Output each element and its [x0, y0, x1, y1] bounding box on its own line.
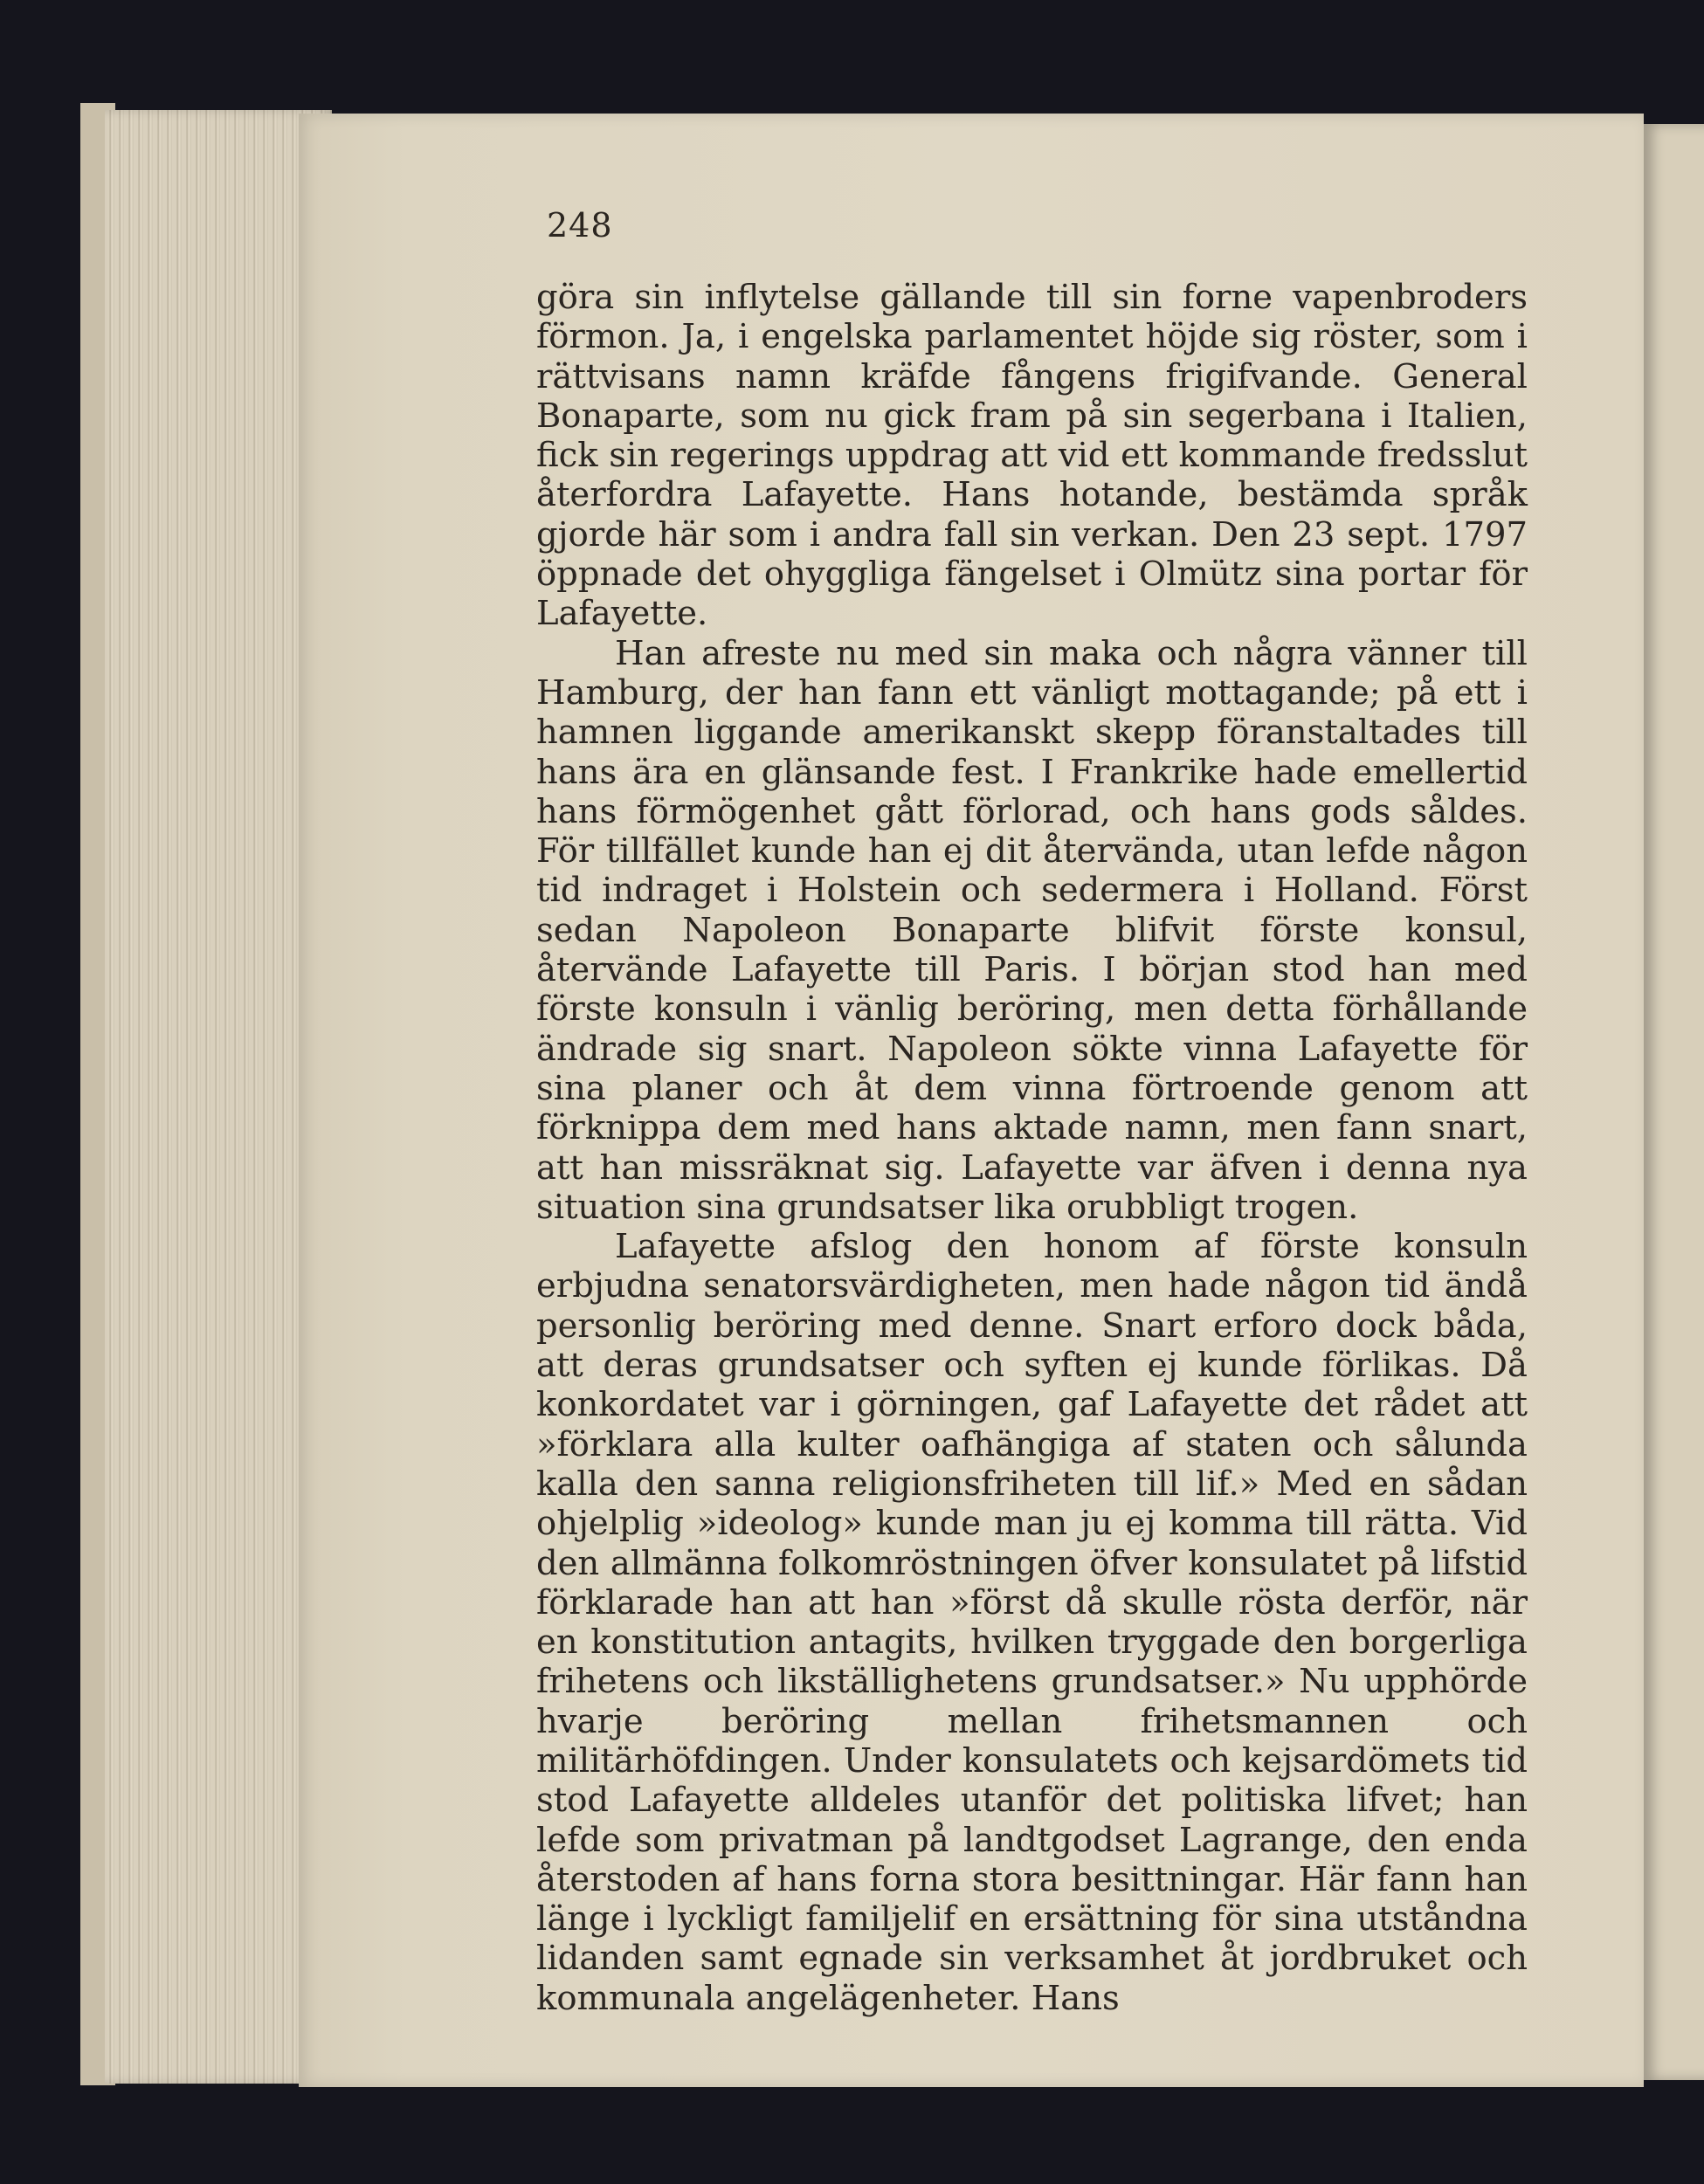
paragraph-1: göra sin inflytelse gällande till sin forne vapenbroders förmon. Ja, i engelska parlamentet höjde sig röster, som i rättvisans namn kräfde fångens frigifvande. General Bonaparte, som nu gick fram på sin segerbana i Italien, fick sin regerings uppdrag att vid ett kommande fredsslut återfordra Lafayette. Hans hotande, bestämda språk gjorde här som i andra fall sin verkan. Den 23 sept. 1797 öppnade det ohyggliga fängelset i Olmütz sina portar för Lafayette.: [536, 278, 1528, 634]
page-stack-edges: [105, 110, 332, 2084]
page-text: [536, 278, 1528, 2018]
page-number: 248: [547, 206, 613, 245]
paragraph-3: Lafayette afslog den honom af förste konsuln erbjudna senatorsvärdigheten, men hade någon tid ändå personlig beröring med denne. Snart erforo dock båda, att deras grundsatser och syften ej kunde förlikas. Då konkordatet var i görningen, gaf Lafayette det rådet att »förklara alla kulter oafhängiga af staten och sålunda kalla den sanna religionsfriheten till lif.» Med en sådan ohjelplig »ideolog» kunde man ju ej komma till rätta. Vid den allmänna folkomröstningen öfver konsulatet på lifstid förklarade han att han »först då skulle rösta derför, när en konstitution antagits, hvilken tryggade den borgerliga frihetens och likställighetens grundsatser.» Nu upphörde hvarje beröring mellan frihetsmannen och militärhöfdingen. Under konsulatets och kejsardömets tid stod Lafayette alldeles utanför det politiska lifvet; han lefde som privatman på landtgodset Lagrange, den enda återstoden af hans forna stora besittningar. Här fann han länge i lyckligt familjelif en ersättning för sina utståndna lidanden samt egnade sin verksamhet åt jordbruket och kommunala angelägenheter. Hans: [536, 1227, 1528, 2018]
paragraph-2: Han afreste nu med sin maka och några vänner till Hamburg, der han fann ett vänligt mottagande; på ett i hamnen liggande amerikanskt skepp föranstaltades till hans ära en glänsande fest. I Frankrike hade emellertid hans förmögenhet gått förlorad, och hans gods såldes. För tillfället kunde han ej dit återvända, utan lefde någon tid indraget i Holstein och sedermera i Holland. Först sedan Napoleon Bonaparte blifvit förste konsul, återvände Lafayette till Paris. I början stod han med förste konsuln i vänlig beröring, men detta förhållande ändrade sig snart. Napoleon sökte vinna Lafayette för sina planer och åt dem vinna förtroende genom att förknippa dem med hans aktade namn, men fann snart, att han missräknat sig. Lafayette var äfven i denna nya situation sina grundsatser lika orubbligt trogen.: [536, 633, 1528, 1227]
facing-page-edge: [1644, 124, 1704, 2080]
